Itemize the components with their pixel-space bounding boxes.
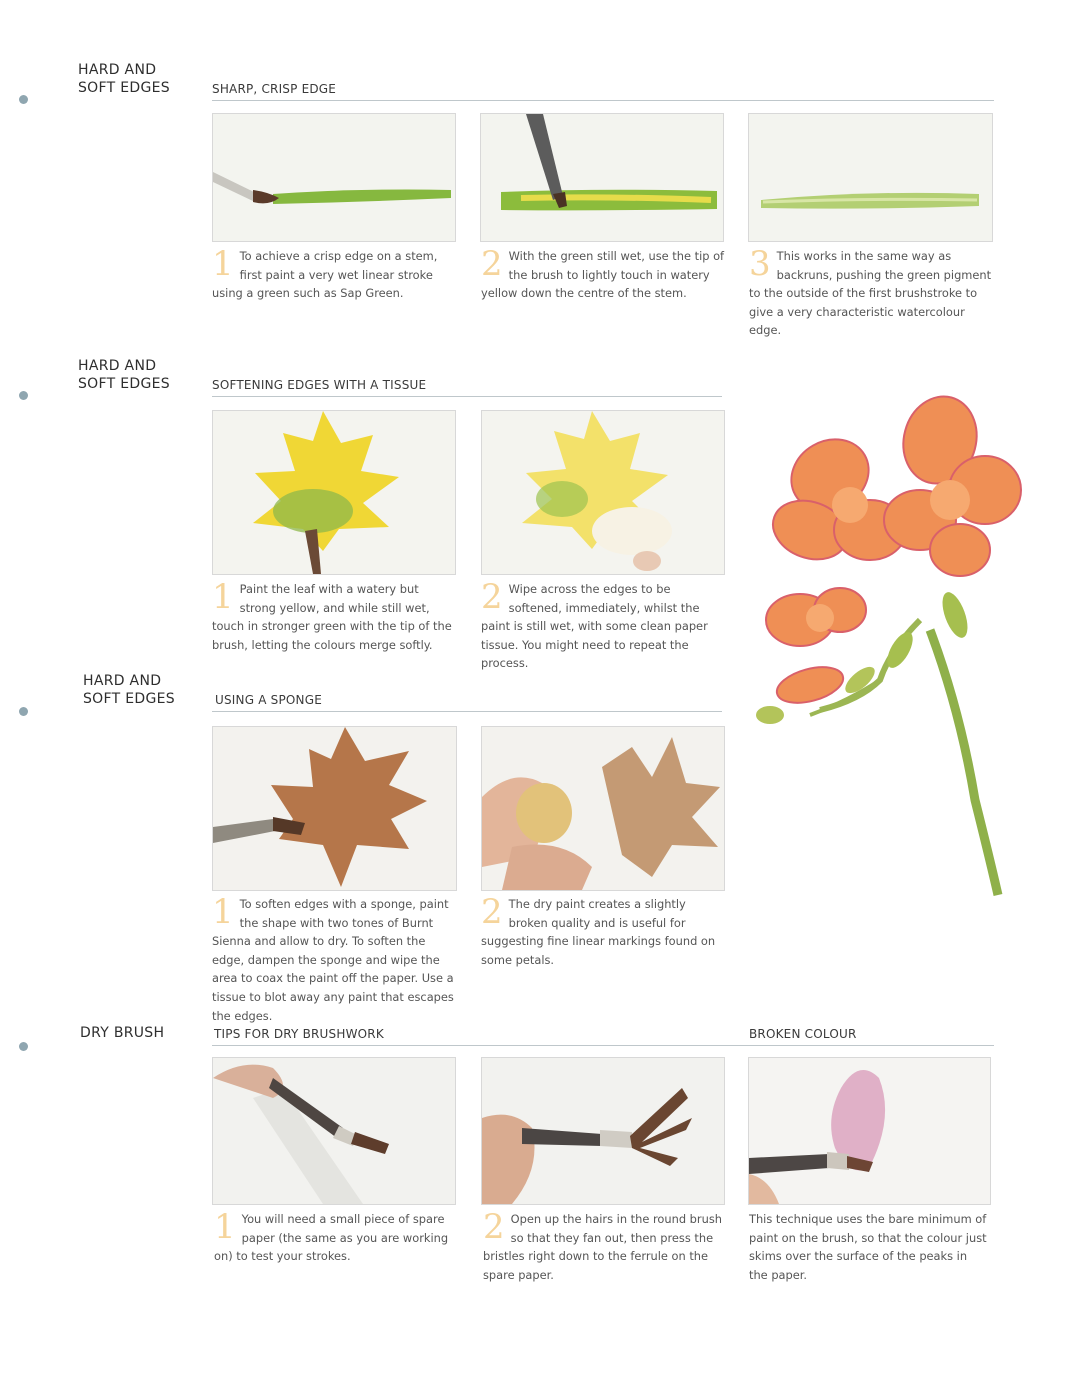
step-number: 2 xyxy=(483,1207,505,1247)
step-number: 2 xyxy=(481,892,503,932)
caption-step-3 xyxy=(749,244,994,340)
step-number: 1 xyxy=(212,577,234,617)
section-rule xyxy=(212,711,722,712)
photo-broken-colour xyxy=(748,1057,991,1205)
section-subtitle: SOFTENING EDGES WITH A TISSUE xyxy=(212,378,427,392)
section-rule xyxy=(212,396,722,397)
freesia-illustration xyxy=(740,380,1030,900)
photo-crisp-stroke-3 xyxy=(748,113,993,242)
section-rule xyxy=(212,1045,994,1046)
caption-text: To soften edges with a sponge, paint the shape with two tones of Burnt Sienna and allow to dry. To soften the edge, dampen the sponge and wipe the area to coax the paint off the paper. Use a tissue to blot away any paint that escapes the edges. xyxy=(212,897,454,1023)
photo-leaf-yellow-green xyxy=(212,410,456,575)
caption-text: You will need a small piece of spare paper (the same as you are working on) to test your strokes. xyxy=(214,1212,449,1264)
photo-fanned-brush xyxy=(481,1057,725,1205)
photo-sponge-wiping xyxy=(481,726,725,891)
photo-crisp-stroke-1 xyxy=(212,113,456,242)
section-title: HARD AND SOFT EDGES xyxy=(83,673,175,707)
section-marker-dot xyxy=(19,391,28,400)
caption-step-2 xyxy=(481,892,726,969)
section-subtitle: SHARP, CRISP EDGE xyxy=(212,82,337,96)
caption-step-1 xyxy=(212,577,457,654)
section-rule xyxy=(212,100,994,101)
caption-broken-colour xyxy=(749,1210,989,1284)
step-number: 2 xyxy=(481,577,503,617)
step-number: 1 xyxy=(212,892,234,932)
caption-step-2 xyxy=(483,1207,728,1284)
step-number: 3 xyxy=(749,244,771,284)
caption-step-2 xyxy=(481,244,726,303)
photo-dry-brush-test xyxy=(212,1057,456,1205)
caption-text: The dry paint creates a slightly broken quality and is useful for suggesting fine linear markings found on some petals. xyxy=(481,897,716,967)
caption-step-1 xyxy=(212,244,457,303)
step-number: 2 xyxy=(481,244,503,284)
photo-sponge-leaf-painted xyxy=(212,726,457,891)
caption-step-1 xyxy=(212,892,457,1025)
caption-text: To achieve a crisp edge on a stem, first paint a very wet linear stroke using a green such as Sap Green. xyxy=(212,249,438,301)
section-subtitle-secondary: BROKEN COLOUR xyxy=(749,1027,857,1041)
caption-text: Wipe across the edges to be softened, immediately, whilst the paint is still wet, with some clean paper tissue. You might need to repeat the process. xyxy=(481,582,708,671)
section-marker-dot xyxy=(19,1042,28,1051)
section-subtitle: USING A SPONGE xyxy=(215,693,323,707)
section-title: DRY BRUSH xyxy=(80,1025,165,1041)
caption-text: This works in the same way as backruns, pushing the green pigment to the outside of the first brushstroke to give a very characteristic watercolour edge. xyxy=(749,249,992,338)
section-subtitle: TIPS FOR DRY BRUSHWORK xyxy=(214,1027,384,1041)
caption-text: Paint the leaf with a watery but strong yellow, and while still wet, touch in stronger green with the tip of the brush, letting the colours merge softly. xyxy=(212,582,452,652)
section-marker-dot xyxy=(19,707,28,716)
caption-text: Open up the hairs in the round brush so that they fan out, then press the bristles right down to the ferrule on the spare paper. xyxy=(483,1212,722,1282)
photo-leaf-tissue-softened xyxy=(481,410,725,575)
caption-text: This technique uses the bare minimum of paint on the brush, so that the colour just skims over the surface of the peaks in the paper. xyxy=(749,1212,987,1282)
photo-crisp-stroke-2 xyxy=(480,113,724,242)
caption-text: With the green still wet, use the tip of the brush to lightly touch in watery yellow down the centre of the stem. xyxy=(481,249,725,301)
caption-step-1 xyxy=(214,1207,459,1266)
caption-step-2 xyxy=(481,577,726,673)
section-title: HARD AND SOFT EDGES xyxy=(78,358,170,392)
step-number: 1 xyxy=(214,1207,236,1247)
section-marker-dot xyxy=(19,95,28,104)
step-number: 1 xyxy=(212,244,234,284)
section-title: HARD AND SOFT EDGES xyxy=(78,62,170,96)
